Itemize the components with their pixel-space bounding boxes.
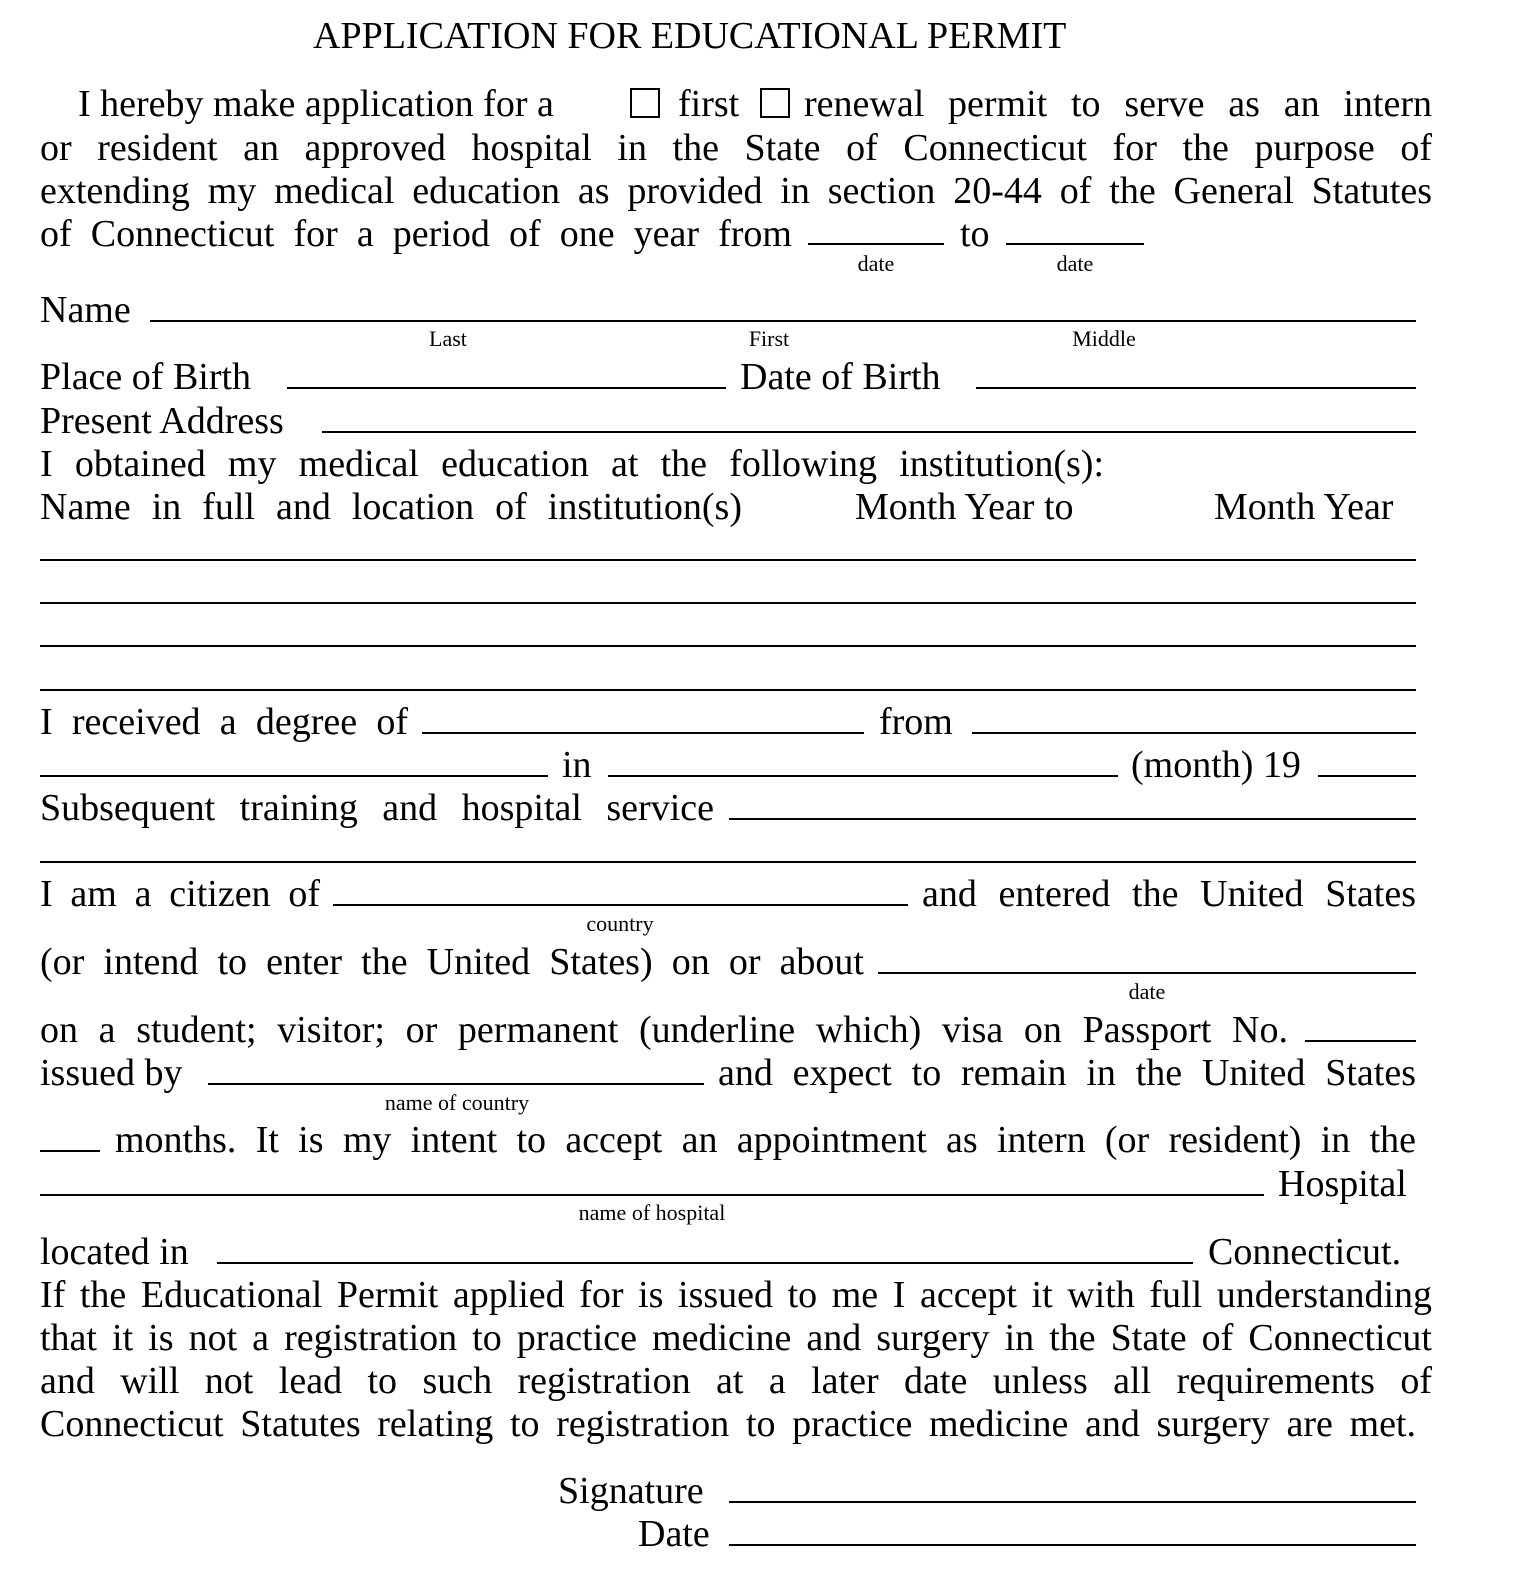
to-label: to [960, 213, 990, 255]
hospital-location-field[interactable] [217, 1262, 1193, 1264]
present-address-label: Present Address [40, 400, 284, 442]
months-text: months. It is my intent to accept an appointment as intern (or resident) in the [115, 1119, 1416, 1161]
degree-institution-field[interactable] [972, 732, 1416, 734]
passport-number-field[interactable] [1305, 1040, 1416, 1042]
hospital-label: Hospital [1278, 1163, 1407, 1205]
intro-text-2: or resident an approved hospital in the State of Connecticut for the purpose of [40, 127, 1432, 169]
closing-text-2: that it is not a registration to practice medicine and surgery in the State of Connecticut [40, 1317, 1432, 1359]
intro-text-1: I hereby make application for a [78, 83, 554, 125]
intro-text-4: of Connecticut for a period of one year from [40, 213, 792, 255]
date-label: Date [638, 1513, 710, 1555]
connecticut-label: Connecticut. [1208, 1231, 1402, 1273]
degree-year-field[interactable] [1318, 775, 1416, 777]
to-date-caption: date [1056, 251, 1094, 276]
subsequent-training-field[interactable] [729, 818, 1416, 820]
first-label: first [678, 83, 740, 125]
date-of-birth-field[interactable] [976, 387, 1416, 389]
present-address-field[interactable] [322, 431, 1416, 433]
remain-label: and expect to remain in the United States [718, 1052, 1416, 1094]
education-to-column-header: Month Year [1214, 486, 1394, 528]
education-row-1-field[interactable] [40, 559, 1416, 561]
education-row-2-field[interactable] [40, 602, 1416, 604]
from-date-caption: date [857, 251, 895, 276]
subsequent-training-continued-field[interactable] [40, 861, 1416, 863]
date-field[interactable] [729, 1544, 1416, 1546]
education-row-4-field[interactable] [40, 689, 1416, 691]
entry-date-caption: date [1128, 979, 1166, 1004]
education-row-3-field[interactable] [40, 645, 1416, 647]
name-of-country-caption: name of country [384, 1090, 530, 1115]
located-in-label: located in [40, 1231, 189, 1273]
period-to-date-field[interactable] [1006, 243, 1144, 245]
degree-institution-continued-field[interactable] [40, 775, 548, 777]
first-name-caption: First [748, 326, 790, 351]
entry-date-field[interactable] [878, 972, 1416, 974]
place-of-birth-field[interactable] [287, 387, 726, 389]
issued-by-label: issued by [40, 1052, 183, 1094]
subsequent-training-label: Subsequent training and hospital service [40, 787, 714, 829]
name-field[interactable] [150, 320, 1416, 322]
name-label: Name [40, 289, 131, 331]
degree-in-label: in [562, 744, 592, 786]
form-title: APPLICATION FOR EDUCATIONAL PERMIT [313, 15, 1067, 57]
renewal-permit-checkbox[interactable] [760, 88, 790, 118]
closing-text-4: Connecticut Statutes relating to registration to practice medicine and surgery are met. [40, 1403, 1416, 1445]
signature-field[interactable] [729, 1501, 1416, 1503]
months-field[interactable] [40, 1150, 100, 1152]
intend-label: (or intend to enter the United States) on or about [40, 941, 864, 983]
education-name-column-header: Name in full and location of institution(s) [40, 486, 742, 528]
place-of-birth-label: Place of Birth [40, 356, 252, 398]
degree-month-label: (month) 19 [1131, 744, 1301, 786]
hospital-name-field[interactable] [40, 1194, 1264, 1196]
citizenship-field[interactable] [333, 904, 908, 906]
country-caption: country [586, 911, 654, 936]
middle-name-caption: Middle [1072, 326, 1136, 351]
intro-text-3: extending my medical education as provided in section 20-44 of the General Statutes [40, 170, 1432, 212]
degree-field[interactable] [422, 732, 864, 734]
visa-label: on a student; visitor; or permanent (underline which) visa on Passport No. [40, 1009, 1288, 1051]
closing-text-1: If the Educational Permit applied for is issued to me I accept it with full understanding [40, 1274, 1432, 1316]
date-of-birth-label: Date of Birth [740, 356, 941, 398]
degree-location-field[interactable] [608, 775, 1118, 777]
name-of-hospital-caption: name of hospital [578, 1200, 726, 1225]
citizen-label: I am a citizen of [40, 873, 320, 915]
education-from-column-header: Month Year to [855, 486, 1074, 528]
intro-text-1b: renewal permit to serve as an intern [804, 83, 1432, 125]
first-permit-checkbox[interactable] [630, 88, 660, 118]
entered-us-label: and entered the United States [922, 873, 1416, 915]
closing-text-3: and will not lead to such registration at a later date unless all requirements of [40, 1360, 1432, 1402]
issuing-country-field[interactable] [208, 1083, 704, 1085]
education-intro: I obtained my medical education at the following institution(s): [40, 443, 1104, 485]
period-from-date-field[interactable] [808, 243, 944, 245]
degree-from-label: from [879, 701, 953, 743]
last-name-caption: Last [429, 326, 467, 351]
signature-label: Signature [558, 1470, 704, 1512]
degree-label: I received a degree of [40, 701, 408, 743]
